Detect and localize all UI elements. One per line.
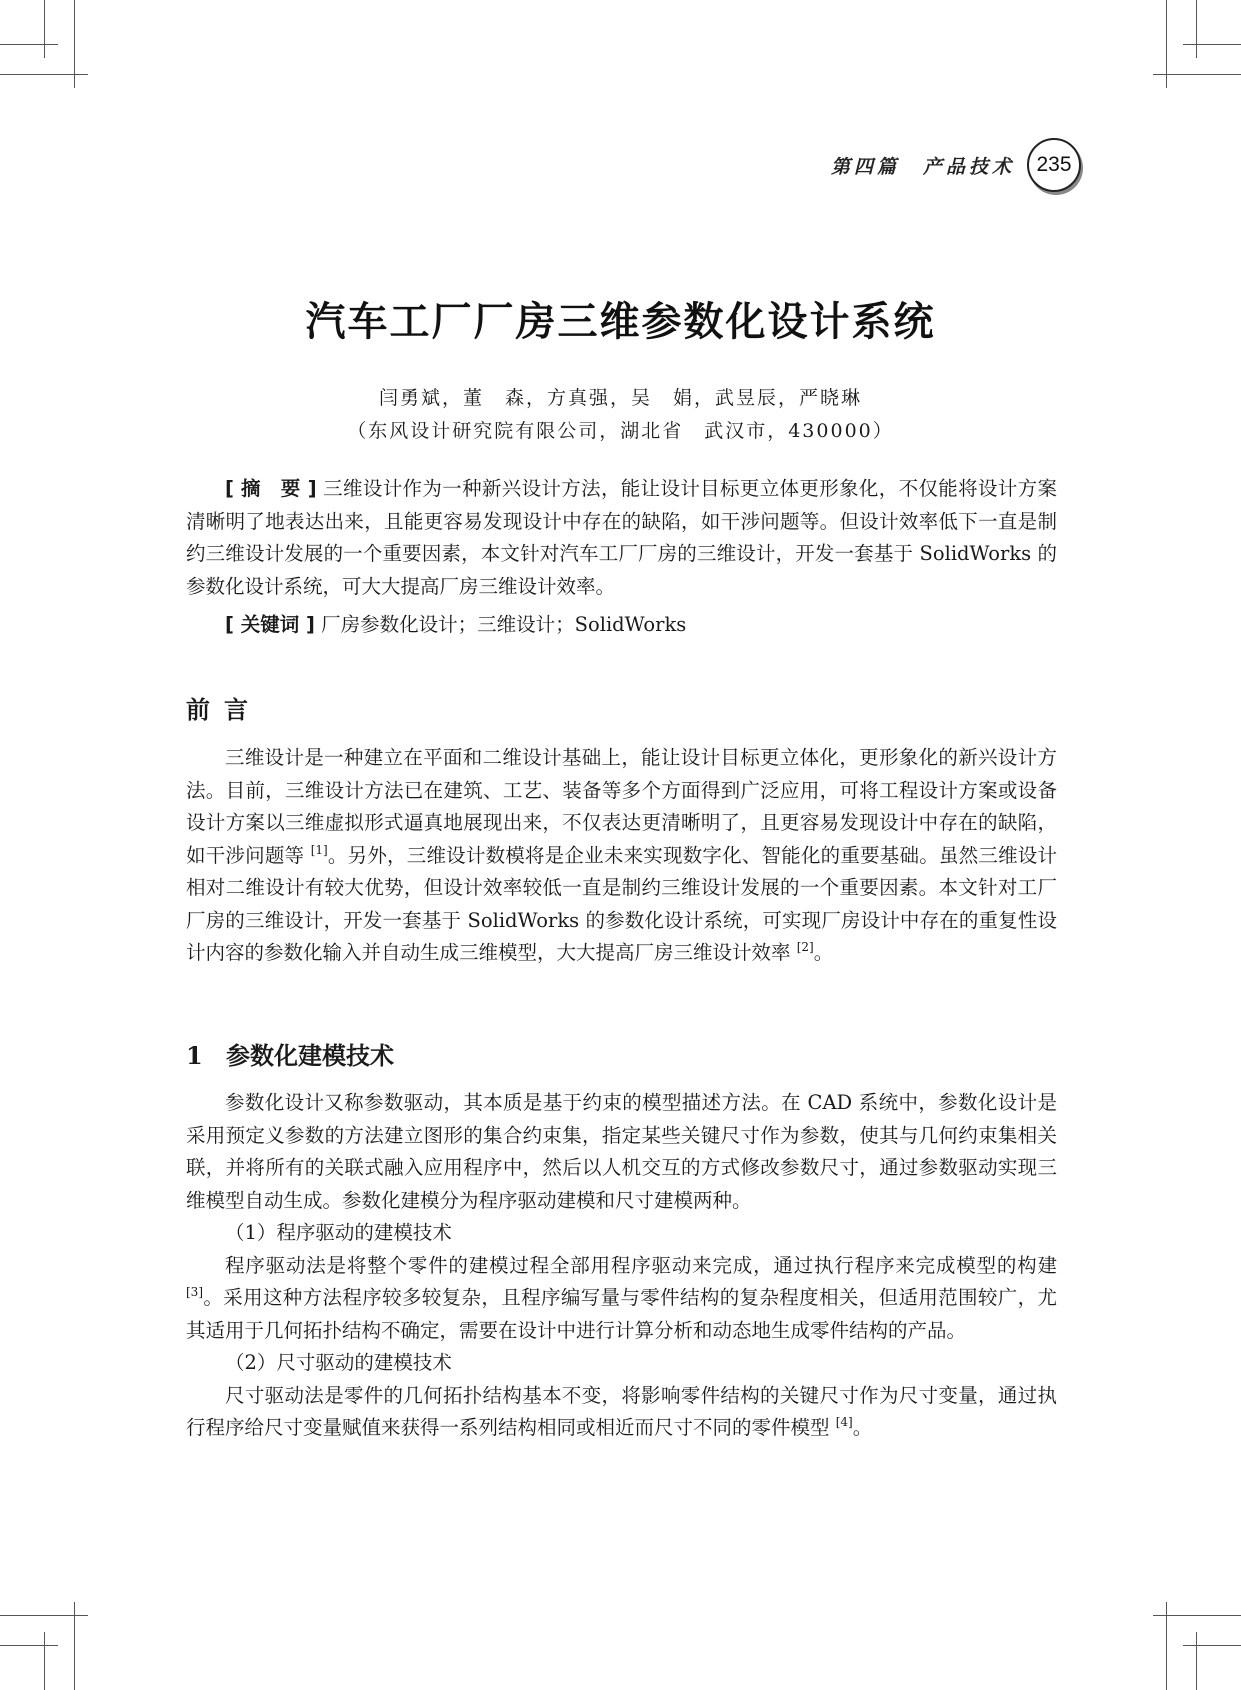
citation-ref[interactable]: [3] [186,1285,203,1299]
keywords-text: 厂房参数化设计；三维设计；SolidWorks [321,613,687,636]
abstract-text: 三维设计作为一种新兴设计方法，能让设计目标更立体更形象化，不仅能将设计方案清晰明了地表达出来，且能更容易发现设计中存在的缺陷，如干涉问题等。但设计效率低下一直是制约三维设计发展的一个重要因素，本文针对汽车工厂厂房的三维设计，开发一套基于 SolidWorks 的参数化设计系统，可大大提高厂房三维设计效率。 [186,477,1057,598]
section-label: 第四篇 产品技术 [830,155,1015,178]
crop-mark [1166,1602,1167,1690]
paper-title: 汽车工厂厂房三维参数化设计系统 [305,299,936,345]
crop-mark [74,0,75,88]
text-run: 。 [813,941,834,964]
citation-ref[interactable]: [4] [835,1415,853,1429]
keywords-label: [ 关键词 ] [225,613,315,636]
paragraph [186,742,1057,970]
citation-ref[interactable]: [2] [796,940,814,954]
text-run: 尺寸驱动法是零件的几何拓扑结构基本不变，将影响零件结构的关键尺寸作为尺寸变量，通过执行程序给尺寸变量赋值来获得一系列结构相同或相近而尺寸不同的零件模型 [186,1383,1057,1439]
crop-mark [1196,0,1197,58]
crop-mark [44,0,45,58]
page-number: 235 [1027,138,1081,192]
crop-mark [0,44,58,45]
crop-mark [44,1632,45,1690]
crop-mark [0,1645,58,1646]
crop-mark [1183,1645,1241,1646]
crop-mark [74,1602,75,1690]
abstract [186,473,1057,603]
crop-mark [1183,44,1241,45]
preface-body [186,742,1057,970]
paragraph: 参数化设计又称参数驱动，其本质是基于约束的模型描述方法。在 CAD 系统中，参数化设计是采用预定义参数的方法建立图形的集合约束集，指定某些关键尺寸作为参数，使其与几何约束集相关联，并将所有的关联式融入应用程序中，然后以人机交互的方式修改参数尺寸，通过参数驱动实现三维模型自动生成。参数化建模分为程序驱动建模和尺寸建模两种。 [186,1091,1057,1212]
section1-body [186,1087,1057,1445]
paragraph [186,1250,1057,1348]
citation-ref[interactable]: [1] [310,842,328,857]
section-heading-preface: 前言 [186,696,262,724]
text-run: 三维设计是一种建立在平面和二维设计基础上，能让设计目标更立体化，更形象化的新兴设计方法。目前，三维设计方法已在建筑、工艺、装备等多个方面得到广泛应用，可将工程设计方案或设备设计方案以三维虚拟形式逼真地展现出来，不仅表达更清晰明了，且更容易发现设计中存在的缺陷，如干涉问题等 [186,746,1057,867]
affiliation: （东风设计研究院有限公司，湖北省 武汉市，430000） [347,420,894,442]
text-run: 。采用这种方法程序较多较复杂，且程序编写量与零件结构的复杂程度相关，但适用范围较广，尤其适用于几何拓扑结构不确定，需要在设计中进行计算分析和动态地生成零件结构的产品。 [186,1286,1057,1342]
text-run: 程序驱动法是将整个零件的建模过程全部用程序驱动来完成，通过执行程序来完成模型的构建 [225,1253,1057,1277]
section-number: 1 [186,1041,203,1070]
abstract-label: [ 摘 要 ] [225,477,317,500]
text-run: 。 [852,1416,873,1439]
crop-mark [1196,1632,1197,1690]
text-run: 。另外，三维设计数模将是企业未来实现数字化、智能化的重要基础。虽然三维设计相对二维设计有较大优势，但设计效率较低一直是制约三维设计发展的一个重要因素。本文针对工厂厂房的三维设计，开发一套基于 SolidWorks 的参数化设计系统，可实现厂房设计中存在的重复性设计内容的参数化输入并自动生成三维模型，大大提高厂房三维设计效率 [186,843,1057,964]
running-header [831,138,1081,192]
section-title: 参数化建模技术 [226,1042,394,1070]
subheading: （1）程序驱动的建模技术 [225,1221,452,1244]
crop-mark [1166,0,1167,88]
subheading: （2）尺寸驱动的建模技术 [225,1351,452,1374]
paragraph [186,1380,1057,1445]
author-list: 闫勇斌，董 森，方真强，吴 娟，武昱辰，严晓琳 [378,387,862,409]
keywords [186,609,1057,642]
section-heading-1 [186,1036,394,1071]
